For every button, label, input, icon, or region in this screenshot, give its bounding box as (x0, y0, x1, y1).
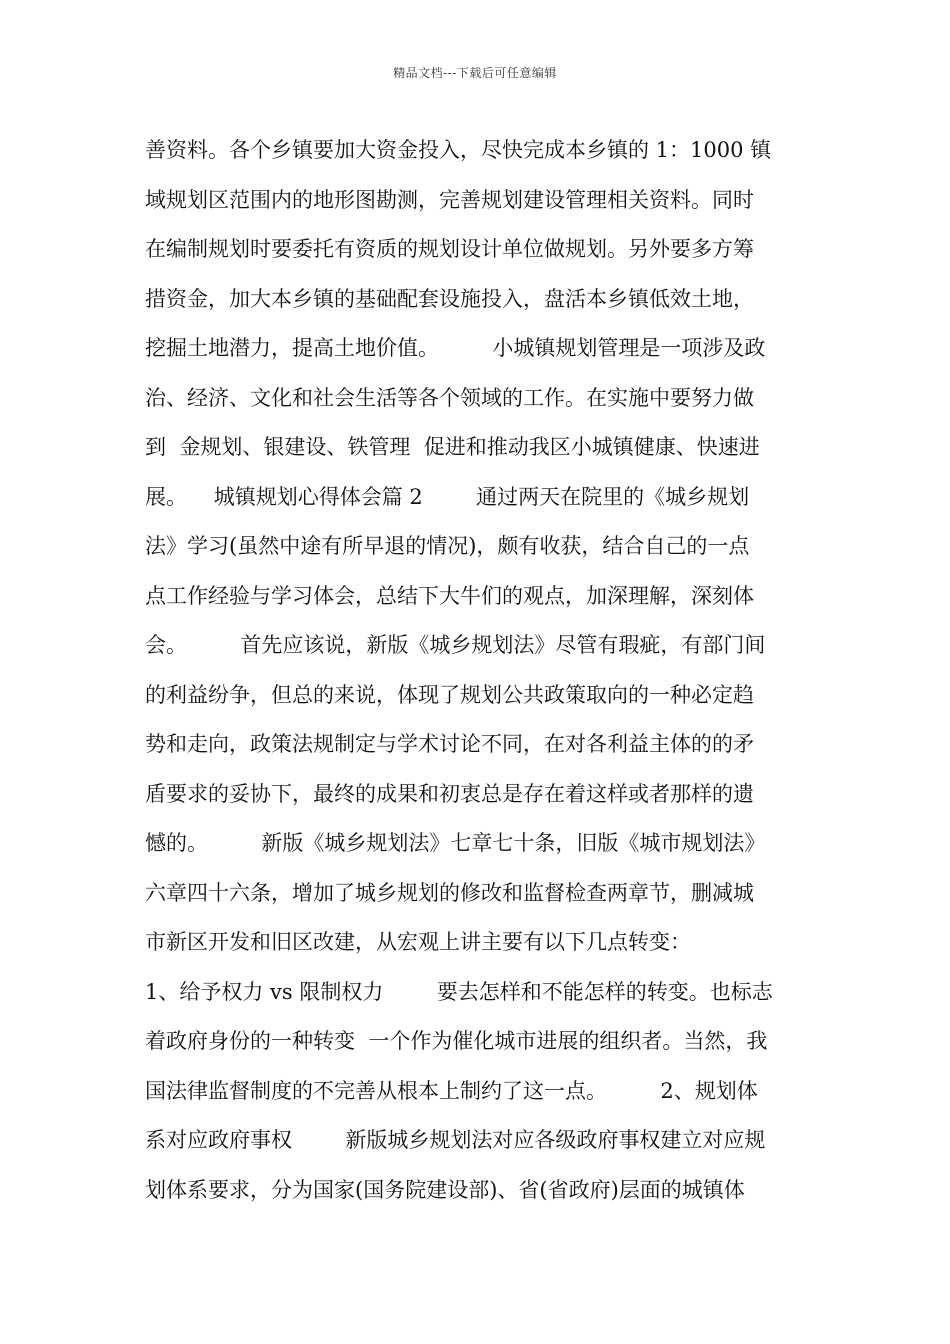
text-line: 治、经济、文化和社会生活等各个领域的工作。在实施中要努力做 (145, 385, 754, 410)
text-line: 憾的。 新版《城乡规划法》七章七十条，旧版《城市规划法》 (145, 831, 766, 855)
text-line: 法》学习(虽然中途有所早退的情况)，颇有收获，结合自己的一点 (145, 534, 750, 558)
text-line: 系对应政府事权 新版城乡规划法对应各级政府事权建立对应规 (145, 1128, 766, 1152)
text-line: 着政府身份的一种转变 一个作为催化城市进展的组织者。当然，我 (145, 1029, 768, 1053)
text-line: 六章四十六条，增加了城乡规划的修改和监督检查两章节，删减城 (145, 880, 754, 905)
text-line: 善资料。各个乡镇要加大资金投入，尽快完成本乡镇的 1：1000 镇 (145, 138, 772, 162)
text-line: 市新区开发和旧区改建，从宏观上讲主要有以下几点转变： (145, 930, 691, 954)
page-header: 精品文档---下载后可任意编辑 (393, 66, 557, 80)
text-line: 展。 城镇规划心得体会篇 2 通过两天在院里的《城乡规划 (145, 484, 750, 509)
text-line: 势和走向，政策法规制定与学术讨论不同，在对各利益主体的的矛 (145, 732, 754, 756)
text-line: 1、给予权力 vs 限制权力 要去怎样和不能怎样的转变。也标志 (145, 979, 773, 1004)
text-line: 会。 首先应该说，新版《城乡规划法》尽管有瑕疵，有部门间 (145, 633, 766, 657)
text-line: 点工作经验与学习体会，总结下大牛们的观点，加深理解，深刻体 (145, 583, 754, 608)
text-line: 国法律监督制度的不完善从根本上制约了这一点。 2、规划体 (145, 1078, 758, 1103)
text-line: 在编制规划时要委托有资质的规划设计单位做规划。另外要多方筹 (145, 237, 754, 261)
text-line: 的利益纷争，但总的来说，体现了规划公共政策取向的一种必定趋 (145, 682, 754, 707)
text-line: 划体系要求，分为国家(国务院建设部)、省(省政府)层面的城镇体 (145, 1177, 745, 1202)
text-line: 盾要求的妥协下，最终的成果和初衷总是存在着这样或者那样的遗 (145, 781, 754, 806)
text-line: 挖掘土地潜力，提高土地价值。 小城镇规划管理是一项涉及政 (145, 336, 766, 360)
text-line: 域规划区范围内的地形图勘测，完善规划建设管理相关资料。同时 (145, 187, 754, 212)
text-line: 到 金规划、银建设、铁管理 促进和推动我区小城镇健康、快速进 (145, 435, 760, 459)
document-body (145, 130, 810, 1219)
text-line: 措资金，加大本乡镇的基础配套设施投入，盘活本乡镇低效土地， (145, 286, 754, 311)
